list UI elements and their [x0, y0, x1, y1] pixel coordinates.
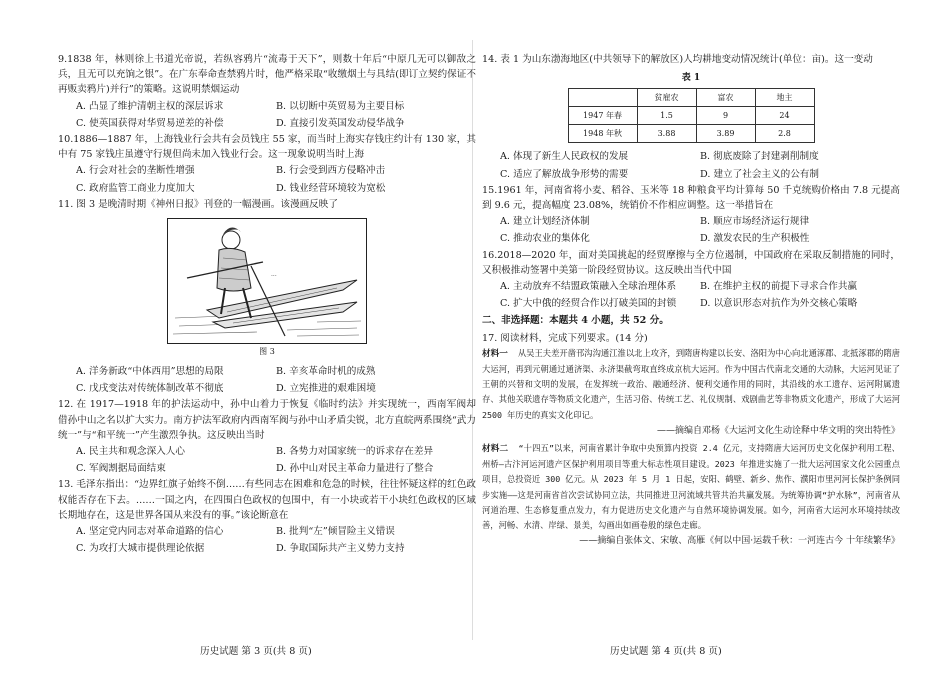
table-header: 贫雇农 [637, 89, 696, 107]
question-11-stem: 11. 图 3 是晚清时期《神州日报》刊登的一幅漫画。该漫画反映了 [58, 198, 338, 210]
question-9-options [76, 99, 476, 131]
question-14-stem: 14. 表 1 为山东渤海地区(中共领导下的解放区)人均耕地变动情况统计(单位：亩)。这一变动 [482, 54, 873, 65]
option-d: D. 以意识形态对抗作为外交核心策略 [700, 298, 858, 310]
question-15 [482, 183, 900, 247]
svg-text:...: ... [271, 271, 277, 279]
option-b: B. 在维护主权的前提下寻求合作共赢 [700, 281, 858, 293]
option-b: B. 顺应市场经济运行规律 [700, 216, 810, 228]
option-d: D. 争取国际共产主义势力支持 [276, 543, 405, 555]
table-title: 表 1 [681, 73, 701, 84]
option-b: B. 批判“左”倾冒险主义错误 [276, 526, 395, 538]
material-two-text: “十四五”以来，河南省累计争取中央预算内投资 2.4 亿元，支持隋唐大运河历史文化保护利用工程、州桥—古汴河运河遗产区保护利用项目等重大标志性项目建设。2023 年推进实施了一批大运河国家文化公园重点项目，总投资近 300 亿元。从 2023 年 5 月 1 日起，安阳、鹤壁、新乡、焦作、濮阳市里河河长保护条例同步实施——这是河南省首次尝试协同立法，共同推进卫河流域共管共治共赢发展。为统筹协调“护水脉”，河南省从河道治理、生态修复重点发力，有力促进历史文化遗产与自然环境协调发展。如今，河南省大运河水环境持续改善，河畅、水清、岸绿、景美，勾画出如画卷般的绿色走廊。 [482, 443, 900, 531]
table-cell: 1.5 [637, 107, 696, 125]
option-a: A. 民主共和观念深入人心 [76, 446, 185, 458]
question-17 [482, 331, 900, 550]
material-two-source: ——摘编自张体文、宋敏、高雁《何以中国·运载千秋：一河连古今 十年续繁华》 [579, 536, 900, 547]
section-heading: 二、非选择题：本题共 4 小题，共 52 分。 [482, 315, 669, 327]
land-table [568, 88, 815, 143]
question-16-options [500, 279, 900, 311]
question-12 [58, 397, 476, 476]
material-one [482, 346, 900, 423]
option-d: D. 建立了社会主义的公有制 [700, 168, 819, 180]
question-13-stem: 13. 毛泽东指出：“边界红旗子始终不倒……有些同志在困难和危急的时候，往往怀疑这样的红色政权能否存在下去。……一国之内，在四围白色政权的包围中，有一小块或若干小块红色政权的区域长期地存在，这是世界各国从来没有的事。”该论断意在 [58, 479, 476, 521]
question-10-stem: 10.1886—1887 年，上海钱业行会共有会员钱庄 55 家，而当时上海实存钱庄约计有 130 家，其中有 75 家钱庄虽遵守行规但尚未加入钱业行会。这一现象说明当时上海 [58, 134, 476, 161]
table-row [568, 125, 814, 143]
option-c: C. 戊戌变法对传统体制改革不彻底 [76, 383, 224, 395]
option-a: A. 行会对社会的垄断性增强 [76, 165, 195, 177]
question-17-stem: 17. 阅读材料，完成下列要求。(14 分) [482, 332, 648, 344]
table-row [568, 107, 814, 125]
question-13 [58, 477, 476, 556]
question-9-stem: 9.1838 年，林则徐上书道光帝说，若纵容鸦片“流毒于天下”，则数十年后“中原几无可以御敌之兵，且无可以充饷之银”。在广东奉命查禁鸦片时，他严格采取“收缴烟土与具结(即订立契约保证不再贩卖鸦片)并行”的策略。这说明禁烟运动 [58, 54, 476, 96]
option-a: A. 坚定党内同志对革命道路的信心 [76, 526, 224, 538]
question-10-options [76, 163, 476, 195]
option-a: A. 主动放弃不结盟政策融入全球治理体系 [500, 281, 677, 293]
option-c: C. 适应了解放战争形势的需要 [500, 168, 629, 180]
question-16 [482, 248, 900, 312]
option-c: C. 推动农业的集体化 [500, 233, 590, 245]
material-one-text: 从吴王夫差开凿邗沟沟通江淮以北上攻齐，到隋唐构建以长安、洛阳为中心向北通涿郡、北抵涿郡的隋唐大运河，再到元朝通过通济渠、永济渠截弯取直终成京杭大运河。作为中国古代南北交通的大动脉，大运河见证了王朝的兴替和文明的发展，在发挥统一政治、融通经济、便利交通作用的同时，其沿线的水工遗存、运河附属遗存、其他关联遗存等物质文化遗产，生活习俗、传统工艺、礼仪规制、戏剧曲艺等非物质文化遗产，形成了大运河 2500 年历史的真实文化印记。 [482, 347, 900, 420]
option-c: C. 政府监管工商业力度加大 [76, 182, 195, 194]
right-page [482, 52, 900, 551]
question-11-options [76, 364, 476, 396]
option-b: B. 以切断中英贸易为主要目标 [276, 100, 405, 112]
question-12-stem: 12. 在 1917—1918 年的护法运动中，孙中山着力于恢复《临时约法》并实现统一，西南军阀却借孙中山之名以扩大实力。南方护法军政府内西南军阀与孙中山矛盾尖锐，北方直皖两系围绕“武力统一”与“和平统一”产生激烈争执。这反映出当时 [58, 399, 476, 441]
option-d: D. 激发农民的生产积极性 [700, 233, 810, 245]
option-b: B. 各势力对国家统一的诉求存在差异 [276, 446, 434, 458]
table-cell: 1947 年春 [568, 107, 637, 125]
option-b: B. 行会受到西方侵略冲击 [276, 165, 386, 177]
option-b: B. 彻底废除了封建剥削制度 [700, 151, 819, 163]
option-a: A. 凸显了维护清朝主权的深层诉求 [76, 100, 224, 112]
table-header-row [568, 89, 814, 107]
page-footer-right: 历史试题 第 4 页(共 8 页) [610, 646, 722, 657]
question-11 [58, 197, 476, 397]
option-d: D. 立宪推进的艰难困境 [276, 383, 376, 395]
table-cell: 2.8 [755, 125, 814, 143]
table-cell: 3.88 [637, 125, 696, 143]
material-one-source: ——摘编自邓杨《大运河文化生动诠释中华文明的突出特性》 [656, 425, 900, 436]
option-c: C. 军阀割据局面结束 [76, 463, 166, 475]
page-footer-left: 历史试题 第 3 页(共 8 页) [200, 646, 312, 657]
table-cell: 1948 年秋 [568, 125, 637, 143]
question-9 [58, 52, 476, 131]
option-c: C. 扩大中俄的经贸合作以打破美国的封锁 [500, 298, 677, 310]
table-cell: 24 [755, 107, 814, 125]
option-a: A. 建立计划经济体制 [500, 216, 590, 228]
figure-caption: 图 3 [259, 347, 275, 357]
option-d: D. 直接引发英国发动侵华战争 [276, 117, 405, 129]
option-a: A. 体现了新生人民政权的发展 [500, 151, 629, 163]
question-10 [58, 132, 476, 196]
question-14 [482, 52, 900, 182]
question-12-options [76, 444, 476, 476]
material-one-label: 材料一 [482, 348, 508, 359]
option-c: C. 为攻打大城市提供理论依据 [76, 543, 205, 555]
question-16-stem: 16.2018—2020 年，面对美国挑起的经贸摩擦与全方位遏制，中国政府在采取反制措施的同时，又积极推动签署中美第一阶段经贸协议。这反映出当代中国 [482, 249, 900, 276]
option-a: A. 洋务新政“中体西用”思想的局限 [76, 366, 224, 378]
table-header [568, 89, 637, 107]
option-d: D. 孙中山对民主革命力量进行了整合 [276, 463, 434, 475]
option-d: D. 钱业经营环境较为宽松 [276, 182, 386, 194]
cartoon-illustration [167, 218, 367, 344]
question-15-stem: 15.1961 年，河南省将小麦、稻谷、玉米等 18 种粮食平均计算每 50 千克统购价格由 7.8 元提高到 9.6 元，提高幅度 23.08%，统销价不作相应调整。这一举措旨在 [482, 184, 900, 212]
table-header: 地主 [755, 89, 814, 107]
option-c: C. 使英国获得对华贸易逆差的补偿 [76, 117, 224, 129]
question-15-options [500, 214, 900, 246]
table-cell: 3.89 [696, 125, 755, 143]
table-cell: 9 [696, 107, 755, 125]
table-header: 富农 [696, 89, 755, 107]
question-14-options [500, 149, 900, 181]
option-b: B. 辛亥革命时机的成熟 [276, 366, 376, 378]
question-13-options [76, 524, 476, 556]
material-two-label: 材料二 [482, 444, 509, 455]
left-page [58, 52, 476, 557]
material-two [482, 441, 900, 533]
